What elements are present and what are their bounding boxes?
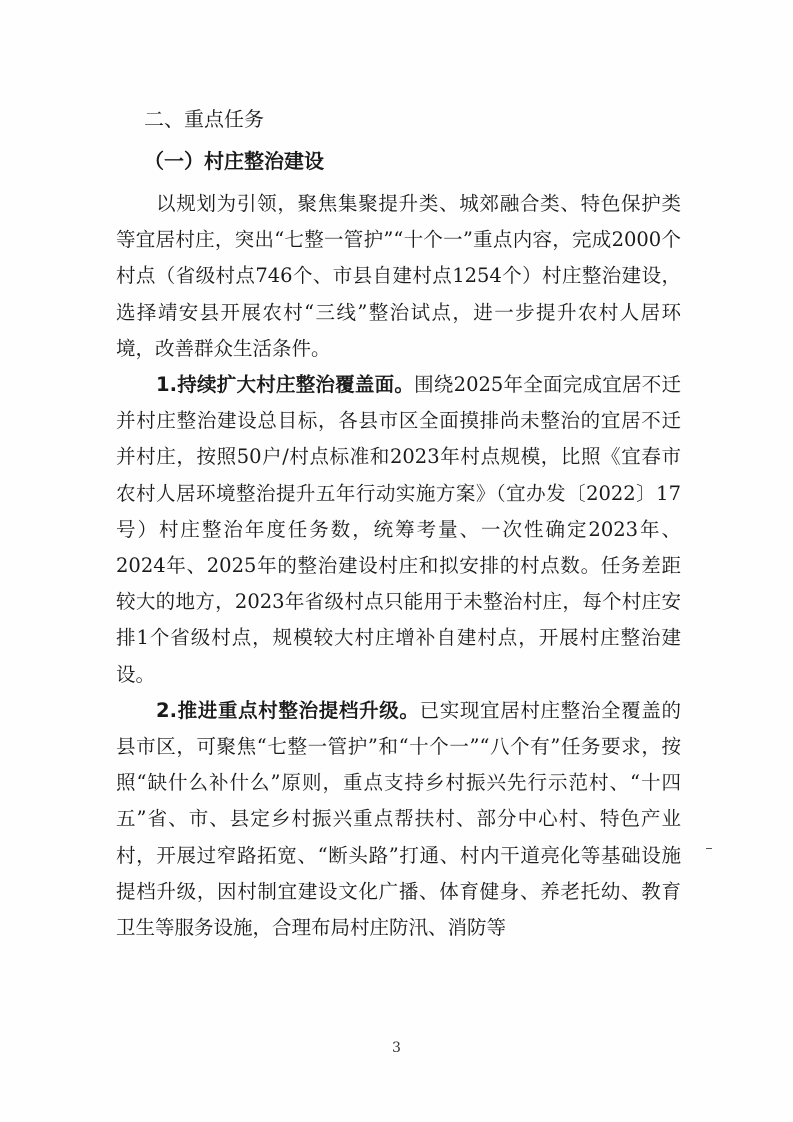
- paragraph-key-village-upgrade: [116, 693, 681, 946]
- paragraph-3-body: 已实现宜居村庄整治全覆盖的县市区，可聚焦“七整一管护”和“十个一”“八个有”任务要求，按照“缺什么补什么”原则，重点支持乡村振兴先行示范村、“十四五”省、市、县定乡村振兴重点帮扶村、部分中心村、特色产业村，开展过窄路拓宽、“断头路”打通、村内干道亮化等基础设施提档升级，因村制宜建设文化广播、体育健身、养老托幼、教育卫生等服务设施，合理布局村庄防汛、消防等: [116, 698, 681, 940]
- paragraph-1-text: 以规划为引领，聚焦集聚提升类、城郊融合类、特色保护类等宜居村庄，突出“七整一管护”“十个一”重点内容，完成2000个村点（省级村点746个、市县自建村点1254个）村庄整治建设，选择靖安县开展农村“三线”整治试点，进一步提升农村人居环境，改善群众生活条件。: [116, 192, 681, 360]
- margin-mark: [706, 848, 712, 849]
- paragraph-expand-coverage: [116, 367, 681, 693]
- paragraph-2-lead: 1.持续扩大村庄整治覆盖面。: [156, 373, 415, 397]
- page-number: 3: [392, 1040, 401, 1056]
- paragraph-village-renovation-intro: [116, 186, 681, 367]
- sub-heading: （一）村庄整治建设: [144, 149, 324, 173]
- section-heading: 二、重点任务: [144, 107, 264, 131]
- paragraph-3-lead: 2.推进重点村整治提档升级。: [156, 698, 420, 722]
- document-body: [116, 98, 681, 946]
- paragraph-2-body: 围绕2025年全面完成宜居不迁并村庄整治建设总目标，各县市区全面摸排尚未整治的宜居不迁并村庄，按照50户/村点标准和2023年村点规模，比照《宜春市农村人居环境整治提升五年行动实施方案》（宜办发〔2022〕17号）村庄整治年度任务数，统筹考量、一次性确定2023年、2024年、2025年的整治建设村庄和拟安排的村点数。任务差距较大的地方，2023年省级村点只能用于未整治村庄，每个村庄安排1个省级村点，规模较大村庄增补自建村点，开展村庄整治建设。: [116, 373, 681, 686]
